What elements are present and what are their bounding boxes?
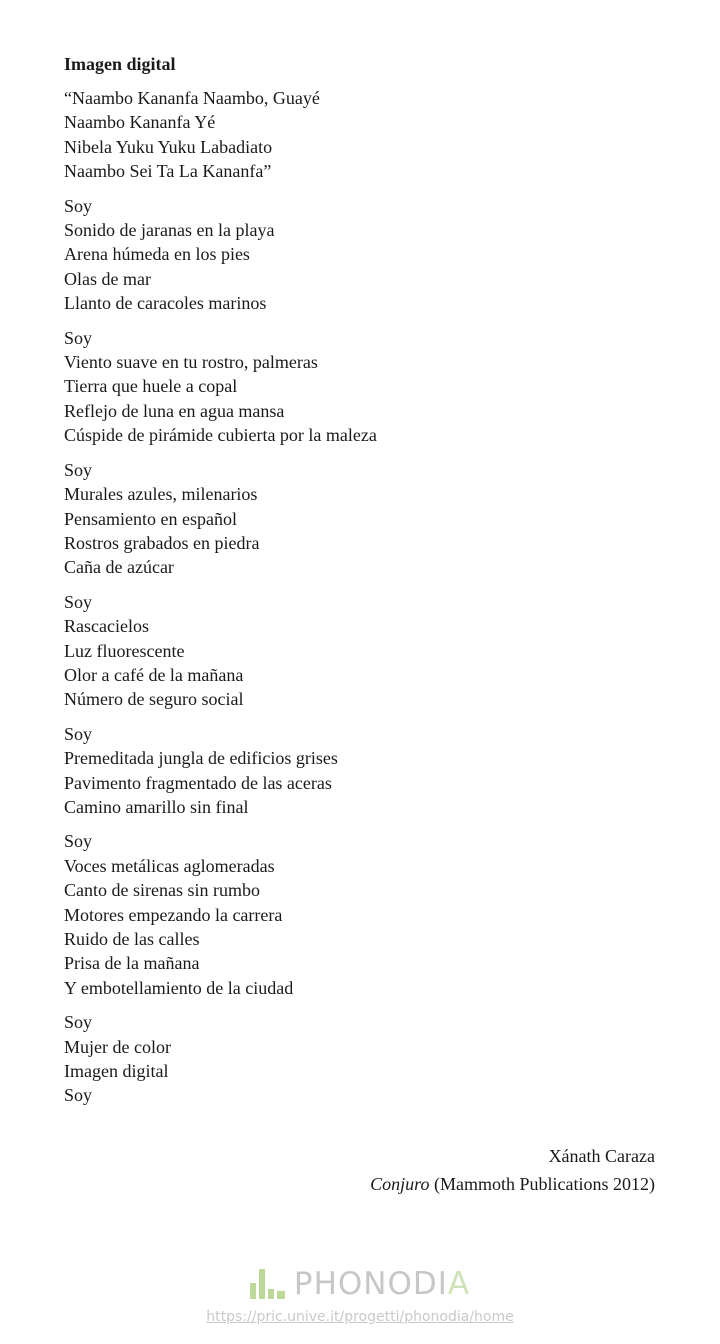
poem-line: Premeditada jungla de edificios grises [64, 748, 338, 769]
attribution [370, 1142, 655, 1198]
stanza [64, 86, 664, 184]
stanza [64, 326, 664, 448]
publisher-info: (Mammoth Publications 2012) [429, 1174, 655, 1194]
poem-line: “Naambo Kananfa Naambo, Guayé [64, 88, 320, 108]
poem-line: Caña de azúcar [64, 557, 174, 578]
poem-line: Rostros grabados en piedra [64, 532, 260, 553]
poem-line: Naambo Kananfa Yé [64, 112, 216, 133]
poem-line: Llanto de caracoles marinos [64, 293, 267, 314]
project-link[interactable]: https://pric.unive.it/progetti/phonodia/home [206, 1309, 514, 1325]
poem-line: Pavimento fragmentado de las aceras [64, 772, 332, 793]
poem-line: Prisa de la mañana [64, 953, 200, 974]
poem-line: Y embotellamiento de la ciudad [64, 977, 294, 998]
poem-line: Rascacielos [64, 616, 149, 637]
bar-chart-icon [250, 1269, 286, 1299]
poem-line: Soy [64, 459, 93, 480]
stanza [64, 590, 664, 712]
poem-line: Naambo Sei Ta La Kananfa” [64, 161, 272, 182]
phonodia-logo [0, 1266, 720, 1302]
poem-line: Soy [64, 591, 93, 612]
poem-line: Sonido de jaranas en la playa [64, 220, 275, 241]
poem-line: Mujer de color [64, 1036, 171, 1057]
poem-line: Soy [64, 723, 93, 744]
poem-line: Viento suave en tu rostro, palmeras [64, 352, 318, 373]
stanza [64, 1010, 664, 1108]
author-name: Xánath Caraza [548, 1146, 655, 1166]
book-title: Conjuro [370, 1174, 430, 1194]
stanza [64, 829, 664, 1000]
logo-wordmark-main: PHONODI [293, 1266, 448, 1302]
source-citation [370, 1170, 655, 1198]
poem-title: Imagen digital [64, 54, 176, 74]
poem-line: Imagen digital [64, 1061, 169, 1082]
stanza [64, 194, 664, 316]
poem-line: Reflejo de luna en agua mansa [64, 400, 285, 421]
stanza [64, 722, 664, 820]
poem-line: Número de seguro social [64, 689, 244, 710]
poem-line: Voces metálicas aglomeradas [64, 855, 275, 876]
poem-line: Camino amarillo sin final [64, 796, 249, 817]
poem-line: Olas de mar [64, 268, 151, 289]
poem-body [64, 86, 664, 1108]
poem-line: Cúspide de pirámide cubierta por la maleza [64, 425, 377, 446]
poem-line: Ruido de las calles [64, 929, 200, 949]
logo-wordmark-accent: A [447, 1266, 471, 1302]
poem-line: Motores empezando la carrera [64, 904, 283, 925]
poem-line: Soy [64, 831, 93, 852]
stanza [64, 458, 664, 580]
poem-line: Olor a café de la mañana [64, 664, 244, 685]
poem-line: Soy [64, 1012, 93, 1033]
poem-line: Luz fluorescente [64, 640, 185, 661]
poem-line: Pensamiento en español [64, 508, 237, 529]
poem-line: Arena húmeda en los pies [64, 244, 250, 265]
poem-line: Tierra que huele a copal [64, 376, 238, 397]
poem-line: Murales azules, milenarios [64, 484, 258, 505]
poem [64, 52, 664, 1118]
poem-line: Soy [64, 327, 93, 348]
poem-line: Soy [64, 195, 93, 216]
poem-line: Canto de sirenas sin rumbo [64, 880, 260, 901]
logo-wordmark [294, 1266, 470, 1302]
poem-line: Nibela Yuku Yuku Labadiato [64, 136, 273, 157]
poem-line: Soy [64, 1085, 93, 1106]
